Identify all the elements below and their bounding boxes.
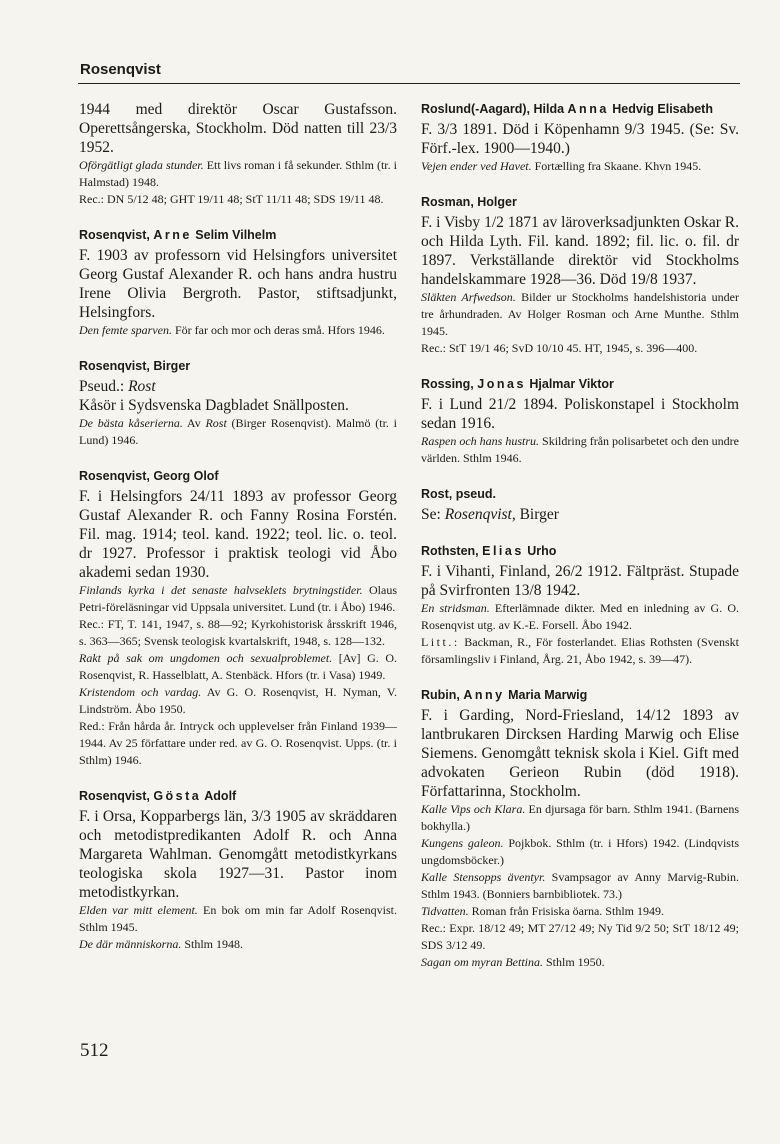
entry-work bbox=[79, 322, 397, 339]
heading-given-name: Gösta bbox=[153, 789, 202, 803]
work-details: Pojkbok. Sthlm (tr. i Hfors) 1942. (Lindqvists ungdomsböcker.) bbox=[421, 836, 739, 867]
work-author: Rost bbox=[205, 416, 227, 430]
literature-details: Backman, R., För fosterlandet. Elias Rothsten (Svenskt församlingsliv i Finland, Årg. 21, Åbo 1942, s. 39—47). bbox=[421, 635, 739, 666]
entry-heading: Rosman, Holger bbox=[421, 195, 517, 209]
entry-heading bbox=[421, 542, 739, 560]
heading-surname: Roslund(-Aagard), Hilda bbox=[421, 102, 568, 116]
entry-bio: F. i Garding, Nord-Friesland, 14/12 1893 av lantbrukaren Dircksen Harding Marwig och Elise Siemens. Genomgått teknisk skola i Kiel. Gift med advokaten Gerieon Rubin (död 1918). Författarinna, Stockholm. bbox=[421, 707, 739, 800]
heading-surname: Rosenqvist, bbox=[79, 789, 154, 803]
entry-work bbox=[79, 936, 397, 953]
entry-work bbox=[79, 582, 397, 616]
work-title: Elden var mitt element. bbox=[79, 903, 198, 917]
entry-work bbox=[421, 600, 739, 634]
running-head: Rosenqvist bbox=[80, 61, 161, 78]
pseudonym-name: Rost bbox=[128, 378, 156, 395]
entry-heading bbox=[421, 375, 739, 393]
work-details: En bok om min far Adolf Rosenqvist. Sthlm 1945. bbox=[79, 903, 397, 934]
entry-bio: F. 3/3 1891. Död i Köpenhamn 9/3 1945. (Se: Sv. Förf.-lex. 1900—1940.) bbox=[421, 121, 739, 157]
right-column bbox=[421, 100, 739, 989]
entry-reviews: Rec.: StT 19/1 46; SvD 10/10 45. HT, 1945, s. 396—400. bbox=[421, 341, 698, 355]
entry-rosman bbox=[421, 193, 739, 357]
work-title: Sagan om myran Bettina. bbox=[421, 955, 543, 969]
entry-rost bbox=[421, 485, 739, 524]
page-number: 512 bbox=[80, 1040, 109, 1061]
entry-gosta bbox=[79, 787, 397, 953]
entry-reviews: Rec.: FT, T. 141, 1947, s. 88—92; Kyrkohistorisk årsskrift 1946, s. 363—365; Svensk teologisk kvartalskrift, 1948, s. 128—132. bbox=[79, 617, 397, 648]
entry-editor: Red.: Från hårda år. Intryck och upplevelser från Finland 1939—1944. Av 25 författare under red. av G. O. Rosenqvist. Upps. (tr. i Sthlm) 1946. bbox=[79, 719, 397, 767]
work-title: Kungens galeon. bbox=[421, 836, 504, 850]
work-title: Finlands kyrka i det senaste halvseklets brytningstider. bbox=[79, 583, 363, 597]
work-title: En stridsman. bbox=[421, 601, 490, 615]
heading-surname: Rubin, bbox=[421, 688, 464, 702]
pseudonym-label: Pseud.: bbox=[79, 378, 129, 395]
work-details: Bilder ur Stockholms handelshistoria under tre århundraden. Av Holger Rosman och Arne Munthe. Sthlm 1945. bbox=[421, 290, 740, 338]
entry-heading bbox=[421, 686, 739, 704]
work-details: Skildring från polisarbetet och den undre världen. Sthlm 1946. bbox=[421, 434, 739, 465]
heading-other-names: Adolf bbox=[201, 789, 237, 803]
heading-other-names: Hedvig Elisabeth bbox=[608, 102, 713, 116]
entry-work bbox=[421, 801, 739, 835]
entry-work bbox=[79, 684, 397, 718]
work-details: Sthlm 1950. bbox=[543, 955, 605, 969]
entry-heading bbox=[79, 787, 397, 805]
heading-given-name: Arne bbox=[153, 228, 192, 242]
heading-surname: Rossing, bbox=[421, 377, 478, 391]
entry-heading: Rosenqvist, Georg Olof bbox=[79, 469, 219, 483]
entry-heading bbox=[421, 100, 739, 118]
heading-given-name: Anna bbox=[567, 102, 609, 116]
work-title: Släkten Arfwedson. bbox=[421, 290, 516, 304]
see-label: Se: bbox=[421, 506, 445, 523]
entry-work bbox=[79, 415, 397, 449]
entry-reviews: Rec.: DN 5/12 48; GHT 19/11 48; StT 11/11 48; SDS 19/11 48. bbox=[79, 192, 384, 206]
work-details: Svampsagor av Anny Marvig-Rubin. Sthlm 1943. (Bonniers barnbibliotek. 73.) bbox=[421, 870, 739, 901]
work-title: Vejen ender ved Havet. bbox=[421, 159, 532, 173]
entry-work bbox=[79, 902, 397, 936]
entry-heading bbox=[79, 226, 397, 244]
work-details: Sthlm 1948. bbox=[181, 937, 244, 951]
literature-label: Litt.: bbox=[421, 635, 460, 649]
work-title: Rakt på sak om ungdomen och sexualproblemet. bbox=[79, 651, 333, 665]
work-details: Fortælling fra Skaane. Khvn 1945. bbox=[531, 159, 702, 173]
work-details: Av bbox=[182, 416, 206, 430]
work-title: Kalle Vips och Klara. bbox=[421, 802, 526, 816]
entry-literature bbox=[421, 634, 739, 668]
entry-pseudonym bbox=[79, 377, 397, 396]
heading-other-names: Selim Vilhelm bbox=[191, 228, 277, 242]
entry-rothsten bbox=[421, 542, 739, 668]
entry-continued bbox=[79, 100, 397, 208]
entry-bio: F. i Lund 21/2 1894. Poliskonstapel i Stockholm sedan 1916. bbox=[421, 396, 739, 432]
entry-bio: F. i Orsa, Kopparbergs län, 3/3 1905 av skräddaren och metodistpredikanten Adolf R. och Anna Margareta Wahlman. Genomgått metodistkyrkans teologiska skola 1927—31. Pastor inom metodistkyrkan. bbox=[79, 808, 397, 901]
entry-birger bbox=[79, 357, 397, 449]
heading-other-names: Maria Marwig bbox=[504, 688, 588, 702]
work-details: Av G. O. Rosenqvist, H. Nyman, V. Lindström. Åbo 1950. bbox=[79, 685, 397, 716]
heading-given-name: Anny bbox=[463, 688, 505, 702]
entry-arne bbox=[79, 226, 397, 339]
left-column bbox=[79, 100, 397, 971]
entry-heading: Rosenqvist, Birger bbox=[79, 359, 191, 373]
entry-bio: Kåsör i Sydsvenska Dagbladet Snällposten. bbox=[79, 397, 349, 414]
see-target-rest: Birger bbox=[515, 506, 559, 523]
see-target: Rosenqvist, bbox=[444, 506, 516, 523]
entry-bio: 1944 med direktör Oscar Gustafsson. Operettsångerska, Stockholm. Död natten till 23/3 1952. bbox=[79, 101, 397, 156]
entry-heading: Rost, pseud. bbox=[421, 487, 497, 501]
entry-bio: F. i Vihanti, Finland, 26/2 1912. Fältpräst. Stupade på Svirfronten 13/8 1942. bbox=[421, 563, 739, 599]
entry-georg bbox=[79, 467, 397, 769]
work-details: Olaus Petri-föreläsningar vid Uppsala universitet. Lund (tr. i Åbo) 1946. bbox=[79, 583, 398, 614]
entry-work bbox=[421, 869, 739, 903]
work-details: Ett livs roman i få sekunder. Sthlm (tr. i Halmstad) 1948. bbox=[79, 158, 397, 189]
entry-work bbox=[421, 954, 739, 971]
work-title: Oförgätligt glada stunder. bbox=[79, 158, 204, 172]
heading-other-names: Hjalmar Viktor bbox=[525, 377, 614, 391]
entry-work bbox=[79, 157, 397, 191]
header-rule bbox=[78, 83, 740, 84]
work-details: En djursaga för barn. Sthlm 1941. (Barnens bokhylla.) bbox=[421, 802, 739, 833]
cross-reference bbox=[421, 505, 739, 524]
heading-surname: Rosenqvist, bbox=[79, 228, 154, 242]
entry-roslund bbox=[421, 100, 739, 175]
entry-work bbox=[421, 158, 739, 175]
entry-work bbox=[421, 903, 739, 920]
heading-surname: Rothsten, bbox=[421, 544, 483, 558]
heading-given-name: Jonas bbox=[477, 377, 526, 391]
entry-bio: F. 1903 av professorn vid Helsingfors universitet Georg Gustaf Alexander R. och hans andra hustru Irene Olivia Bergroth. Pastor, stiftsadjunkt, Helsingfors. bbox=[79, 247, 397, 321]
work-details: Efterlämnade dikter. Med en inledning av G. O. Rosenqvist utg. av K.-E. Forsell. Åbo 1942. bbox=[421, 601, 739, 632]
entry-rossing bbox=[421, 375, 739, 467]
work-title: De bästa kåserierna. bbox=[79, 416, 183, 430]
entry-work bbox=[79, 650, 397, 684]
work-details: [Av] G. O. Rosenqvist, R. Hasselblatt, A. Stenbäck. Hfors (tr. i Vasa) 1949. bbox=[79, 651, 397, 682]
work-details: (Birger Rosenqvist). Malmö (tr. i Lund) 1946. bbox=[79, 416, 397, 447]
entry-reviews: Rec.: Expr. 18/12 49; MT 27/12 49; Ny Tid 9/2 50; StT 18/12 49; SDS 3/12 49. bbox=[421, 921, 739, 952]
entry-work bbox=[421, 835, 739, 869]
work-title: De där människorna. bbox=[79, 937, 182, 951]
work-title: Raspen och hans hustru. bbox=[421, 434, 540, 448]
entry-work bbox=[421, 433, 739, 467]
entry-bio: F. i Visby 1/2 1871 av läroverksadjunkten Oskar R. och Hilda Lyth. Fil. kand. 1892; fil. lic. o. fil. dr 1897. Verkställande direktör vid Stockholms handelskammare 1928—36. Död 19/8 1937. bbox=[421, 214, 739, 288]
work-title: Den femte sparven. bbox=[79, 323, 172, 337]
work-title: Kristendom och vardag. bbox=[79, 685, 202, 699]
work-title: Tidvatten. bbox=[421, 904, 469, 918]
work-details: För far och mor och deras små. Hfors 1946. bbox=[171, 323, 385, 337]
entry-rubin bbox=[421, 686, 739, 971]
work-details: Roman från Frisiska öarna. Sthlm 1949. bbox=[468, 904, 664, 918]
work-title: Kalle Stensopps äventyr. bbox=[421, 870, 546, 884]
heading-other-names: Urho bbox=[523, 544, 557, 558]
entry-work bbox=[421, 289, 739, 340]
entry-bio: F. i Helsingfors 24/11 1893 av professor Georg Gustaf Alexander R. och Fanny Rosina Forstén. Fil. mag. 1914; teol. kand. 1922; teol. lic. o. teol. dr 1927. Professor i praktisk teologi vid Åbo akademi sedan 1930. bbox=[79, 488, 397, 581]
heading-given-name: Elias bbox=[482, 544, 524, 558]
